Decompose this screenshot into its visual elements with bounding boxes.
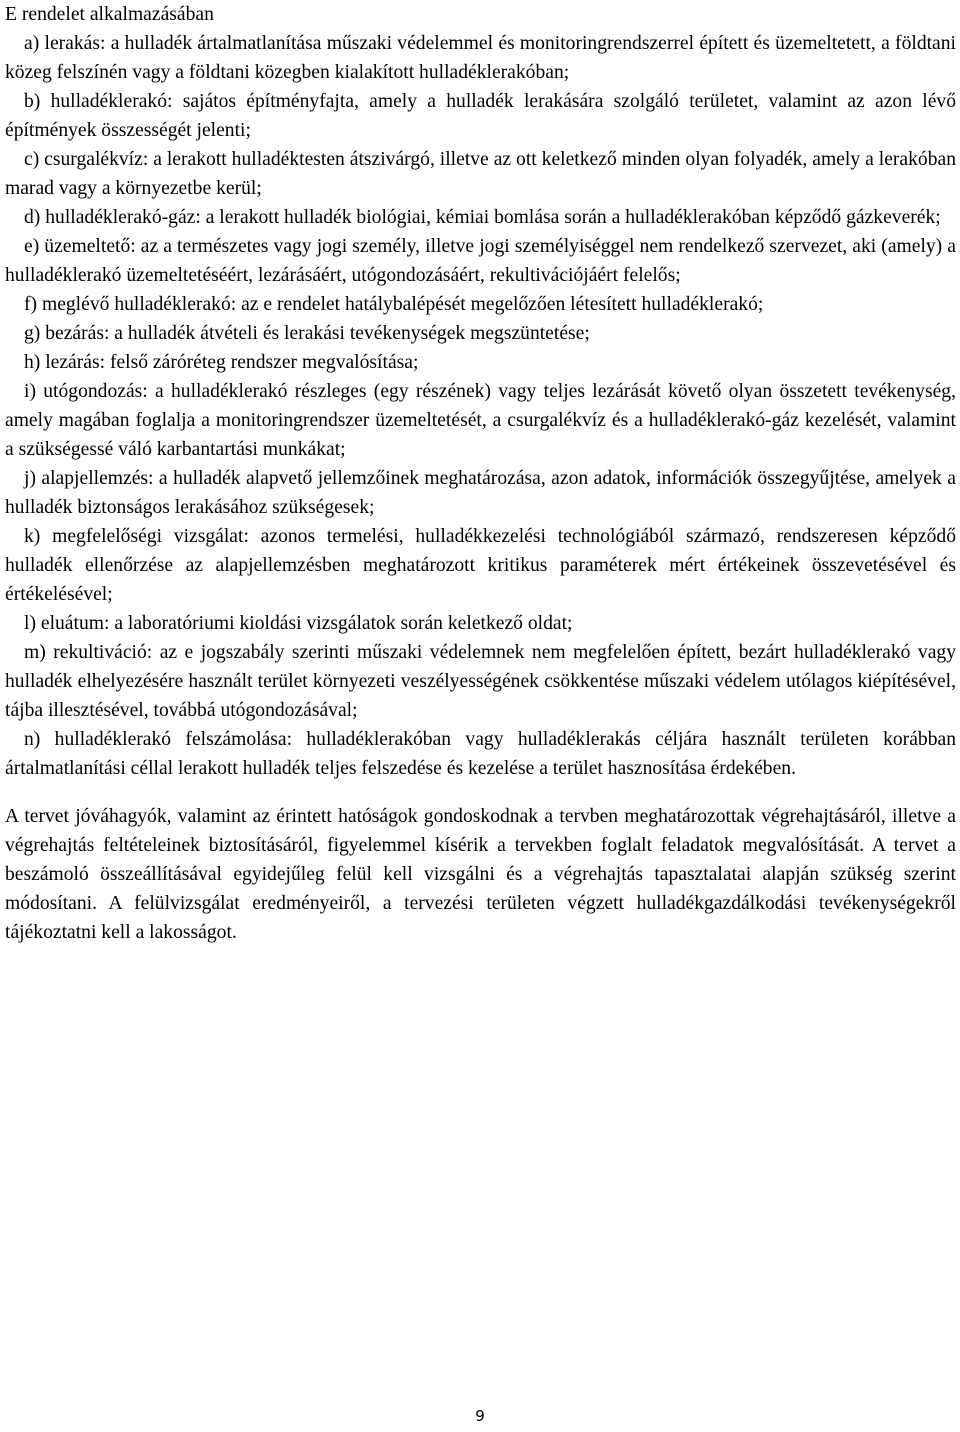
definition-e: e) üzemeltető: az a természetes vagy jogi személy, illetve jogi személyiséggel nem rendelkező szervezet, aki (amely) a hulladéklerakó üzemeltetéséért, lezárásáért, utógondozásáért, rekultivációjáért felelős; bbox=[5, 236, 956, 286]
definition-m: m) rekultiváció: az e jogszabály szerinti műszaki védelemnek nem megfelelően épített, bezárt hulladéklerakó vagy hulladék elhelyezésére használt terület környezeti veszélyességének csökkentése műszaki védelem utólagos kiépítésével, tájba illesztésével, továbbá utógondozásával; bbox=[5, 642, 956, 721]
definition-b: b) hulladéklerakó: sajátos építményfajta, amely a hulladék lerakására szolgáló területet, valamint az azon lévő építmények összességét jelenti; bbox=[5, 91, 956, 141]
definition-n: n) hulladéklerakó felszámolása: hulladéklerakóban vagy hulladéklerakás céljára használt területen korábban ártalmatlanítási céllal lerakott hulladék teljes felszedése és kezelése a terület hasznosítása érdekében. bbox=[5, 729, 956, 779]
definition-a: a) lerakás: a hulladék ártalmatlanítása műszaki védelemmel és monitoringrendszerrel épített és üzemeltetett, a földtani közeg felszínén vagy a földtani közegben kialakított hulladéklerakóban; bbox=[5, 33, 956, 83]
definition-k: k) megfelelőségi vizsgálat: azonos termelési, hulladékkezelési technológiából származó, rendszeresen képződő hulladék ellenőrzése az alapjellemzésben meghatározott kritikus paraméterek mért értékeinek összevetésével és értékelésével; bbox=[5, 526, 956, 605]
definition-list bbox=[5, 29, 956, 783]
section-heading: E rendelet alkalmazásában bbox=[5, 4, 214, 25]
definition-d: d) hulladéklerakó-gáz: a lerakott hulladék biológiai, kémiai bomlása során a hulladéklerakóban képződő gázkeverék; bbox=[24, 207, 941, 228]
definition-h: h) lezárás: felső záróréteg rendszer megvalósítása; bbox=[24, 352, 419, 373]
definition-f: f) meglévő hulladéklerakó: az e rendelet hatálybalépését megelőzően létesített hulladéklerakó; bbox=[24, 294, 764, 315]
document-body bbox=[5, 0, 956, 947]
definition-i: i) utógondozás: a hulladéklerakó részleges (egy részének) vagy teljes lezárását követő olyan összetett tevékenység, amely magában foglalja a monitoringrendszer üzemeltetését, a csurgalékvíz és a hulladéklerakó-gáz kezelését, valamint a szükségessé váló karbantartási munkákat; bbox=[5, 381, 956, 460]
definition-j: j) alapjellemzés: a hulladék alapvető jellemzőinek meghatározása, azon adatok, információk összegyűjtése, amelyek a hulladék biztonságos lerakásához szükségesek; bbox=[5, 468, 956, 518]
closing-paragraph: A tervet jóváhagyók, valamint az érintett hatóságok gondoskodnak a tervben meghatározottak végrehajtásáról, illetve a végrehajtás feltételeinek biztosításáról, figyelemmel kísérik a tervekben foglalt feladatok megvalósítását. A tervet a beszámoló összeállításával egyidejűleg felül kell vizsgálni és a végrehajtás tapasztalatai alapján szükség szerint módosítani. A felülvizsgálat eredményeiről, a tervezési területen végzett hulladékgazdálkodási tevékenységekről tájékoztatni kell a lakosságot. bbox=[5, 806, 956, 943]
definition-c: c) csurgalékvíz: a lerakott hulladéktesten átszivárgó, illetve az ott keletkező minden olyan folyadék, amely a lerakóban marad vagy a környezetbe kerül; bbox=[5, 149, 956, 199]
definition-g: g) bezárás: a hulladék átvételi és lerakási tevékenységek megszüntetése; bbox=[24, 323, 590, 344]
definition-l: l) eluátum: a laboratóriumi kioldási vizsgálatok során keletkező oldat; bbox=[24, 613, 573, 634]
page-number: 9 bbox=[475, 1407, 485, 1425]
